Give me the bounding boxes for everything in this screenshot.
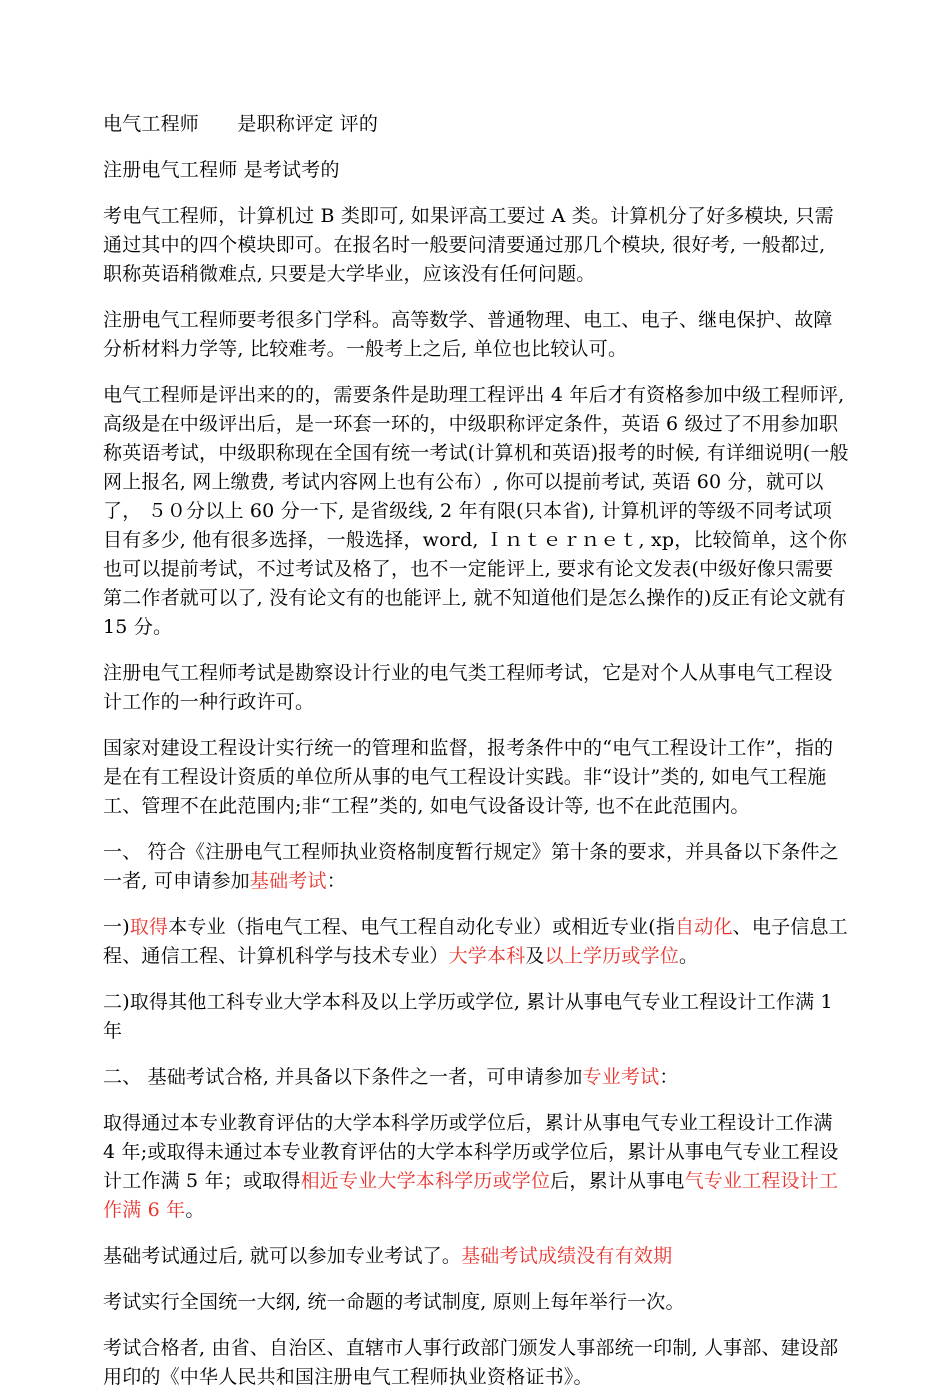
highlighted-text: 相近专业大学本科学历或学位 [300,1170,551,1192]
text-run: 基础考试通过后, 就可以参加专业考试了。 [103,1245,462,1267]
paragraph-1 [103,110,850,139]
paragraph-3 [103,202,850,289]
text-run: 国家对建设工程设计实行统一的管理和监督，报考条件中的“电气工程设计工作”，指的是在有工程设计资质的单位所从事的电气工程设计实践。非“设计”类的, 如电气工程施工、管理不在此范围内;非“工程”类的, 如电气设备设计等, 也不在此范围内。 [103,737,834,817]
paragraph-10 [103,988,850,1046]
paragraph-14 [103,1288,850,1317]
paragraph-12 [103,1109,850,1225]
text-run: 考电气工程师，计算机过 B 类即可, 如果评高工要过 A 类。计算机分了好多模块, 只需通过其中的四个模块即可。在报名时一般要问清要通过那几个模块, 很好考, 一般都过, 职称英语稍微难点, 只要是大学毕业，应该没有任何问题。 [103,205,834,285]
paragraph-9 [103,913,850,971]
text-run: ： [659,1066,679,1088]
paragraph-8 [103,838,850,896]
text-run: 取得通过本专业教育评估的大学本科学历或学位后，累计从事电气专业工程设计工作满 4 年;或取得未通过本专业教育评估的大学本科学历或学位后，累计从事电气专业工程设计工作满 5 年；或取得 [103,1112,839,1192]
paragraph-7 [103,734,850,821]
text-run: 。 [185,1199,205,1221]
text-run: 考试合格者, 由省、自治区、直辖市人事行政部门颁发人事部统一印制, 人事部、建设部用印的《中华人民共和国注册电气工程师执业资格证书》。 [103,1337,839,1388]
paragraph-6 [103,659,850,717]
paragraph-5 [103,381,850,642]
text-run: 电气工程师 [103,113,200,135]
highlighted-text: 专业考试 [582,1066,660,1088]
text-run: 是职称评定 评的 [237,113,379,135]
text-run: 注册电气工程师 是考试考的 [103,159,340,181]
text-run: 二、 基础考试合格, 并具备以下条件之一者，可申请参加 [103,1066,583,1088]
text-run: 注册电气工程师要考很多门学科。高等数学、普通物理、电工、电子、继电保护、故障分析材料力学等, 比较难考。一般考上之后, 单位也比较认可。 [103,309,833,360]
highlighted-text: 大学本科 [448,945,526,967]
paragraph-13 [103,1242,850,1271]
paragraph-15 [103,1334,850,1392]
paragraph-2 [103,156,850,185]
highlighted-text: 取得 [129,916,169,938]
text-run: 一) [103,916,130,938]
text-run: 考试实行全国统一大纲, 统一命题的考试制度, 原则上每年举行一次。 [103,1291,685,1313]
highlighted-text: 气专业工程设计工作满 6 年 [103,1170,839,1221]
highlighted-text: 自动化 [675,916,733,938]
paragraph-4 [103,306,850,364]
highlighted-text: 基础考试 [249,870,327,892]
text-run: 。 [679,945,699,967]
text-run: ： [326,870,346,892]
text-run: 后，累计从事电 [550,1170,685,1192]
text-run: 注册电气工程师考试是勘察设计行业的电气类工程师考试，它是对个人从事电气工程设计工作的一种行政许可。 [103,662,833,713]
text-run: 电气工程师是评出来的的，需要条件是助理工程评出 4 年后才有资格参加中级工程师评, 高级是在中级评出后，是一环套一环的，中级职称评定条件，英语 6 级过了不用参加职称英语考试，中级职称现在全国有统一考试(计算机和英语)报考的时候, 有详细说明(一般网上报名, 网上缴费, 考试内容网上也有公布）, 你可以提前考试, 英语 60 分，就可以了， ５０分以上 60 分一下, 是省级线, 2 年有限(只本省), 计算机评的等级不同考试项目有多少, 他有很多选择，一般选择，word, Ｉｎｔｅｒｎｅｔ, xp，比较简单，这个你也可以提前考试，不过考试及格了，也不一定能评上, 要求有论文发表(中级好像只需要第二作者就可以了, 没有论文有的也能评上, 就不知道他们是怎么操作的)反正有论文就有 15 分。 [103,384,849,638]
highlighted-text: 以上学历或学位 [544,945,680,967]
text-run: 、电子信息工程、通信工程、计算机科学与技术专业） [103,916,848,967]
highlighted-text: 基础考试成绩没有有效期 [461,1245,673,1267]
text-run: 及 [525,945,545,967]
text-run: 本专业（指电气工程、电气工程自动化专业）或相近专业(指 [168,916,676,938]
text-run: 二)取得其他工科专业大学本科及以上学历或学位, 累计从事电气专业工程设计工作满 1 年 [103,991,833,1042]
spacing-gap [199,113,237,135]
text-run: 一、 符合《注册电气工程师执业资格制度暂行规定》第十条的要求，并具备以下条件之一者, 可申请参加 [103,841,839,892]
paragraph-11 [103,1063,850,1092]
